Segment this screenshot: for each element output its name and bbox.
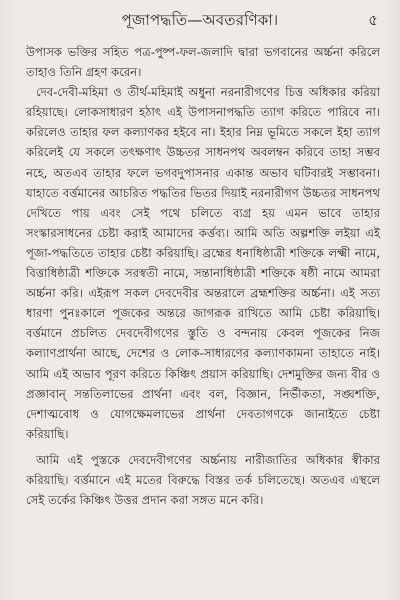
paragraph-2: দেব-দেবী-মহিমা ও তীর্থ-মহিমাই অধুনা নরনারীগণের চিত্ত অধিকার করিয়া রহিয়াছে। লোকসাধারণ হঠাৎ এই উপাসনাপদ্ধতি ত্যাগ করিতে পারিবে না। করিলেও তাহার ফল কল্যাণকর হইবে না। ইহার নিম্ন ভূমিতে সকলে ইহা ত্যাগ করিলেই যে সকলে তৎক্ষণাৎ উচ্চতর সাধনপথ অবলম্বন করিবে তাহা সম্ভব নহে, অতএব তাহার ফলে ভগবদুপাসনার একান্ত অভাব ঘটিবারই সম্ভাবনা। যাহাতে বর্ত্তমানের আচরিত পদ্ধতির ভিতর দিয়াই নরনারীগণ উচ্চতর সাধনপথ দেখিতে পায় এবং সেই পথে চলিতে ব্যগ্র হয় এমন ভাবে তাহার সংস্কারসাধনের চেষ্টা করাই আমাদের কর্ত্তব্য। আমি অতি অল্পশক্তি লইয়া এই পূজা-পদ্ধতিতে তাহার চেষ্টা করিয়াছি। ব্রহ্মের ধনাধিষ্ঠাত্রী শক্তিকে লক্ষ্মী নামে, বিত্তাধিষ্ঠাত্রী শক্তিকে সরস্বতী নামে, সন্তানাধিষ্ঠাত্রী শক্তিকে ষষ্ঠী নামে আমরা অর্চ্চনা করি। এইরূপ সকল দেবদেবীর অন্তরালে ব্রহ্মশক্তির অর্চ্চনা। এই সত্য ধারণা পুনঃকালে পূজকের অন্তরে জাগরূক রাখিতে আমি চেষ্টা করিয়াছি। বর্ত্তমানে প্রচলিত দেবদেবীগণের স্তুতি ও বন্দনায় কেবল পূজকের নিজ কল্যাণপ্রার্থনা আছে, দেশের ও লোক-সাধারণের কল্যাণকামনা তাহাতে নাই। আমি এই অভাব পূরণ করিতে কিঞ্চিৎ প্রয়াস করিয়াছি। দেশমুক্তির জন্য বীর ও প্রজ্ঞাবান্ সন্ততিলাভের প্রার্থনা এবং বল, বিজ্ঞান, নির্ভীকতা, সঙ্ঘশক্তি, দেশাত্মবোধ ও যোগক্ষেমলাভের প্রার্থনা দেবতাগণকে জানাইতে চেষ্টা করিয়াছি।	[26, 85, 380, 441]
page-number: ৫	[368, 11, 378, 29]
paragraph-3: আমি এই পুস্তকে দেবদেবীগণের অর্চ্চনায় নারীজাতির অধিকার স্বীকার করিয়াছি। বর্ত্তমানে এই মতের বিরুদ্ধে বিস্তর তর্ক চলিতেছে। অতএব এস্থলে সেই তর্কের কিঞ্চিৎ উত্তর প্রদান করা সঙ্গত মনে করি।	[26, 452, 380, 508]
header-title: পূজাপদ্ধতি—অবতরণিকা।	[121, 11, 279, 29]
paragraph-1: উপাসক ভক্তির সহিত পত্র-পুষ্প-ফল-জলাদি দ্বারা ভগবানের অর্চ্চনা করিলে তাহাও তিনি গ্রহণ করেন।	[26, 45, 380, 80]
running-header	[0, 6, 400, 32]
body-text	[26, 42, 380, 510]
